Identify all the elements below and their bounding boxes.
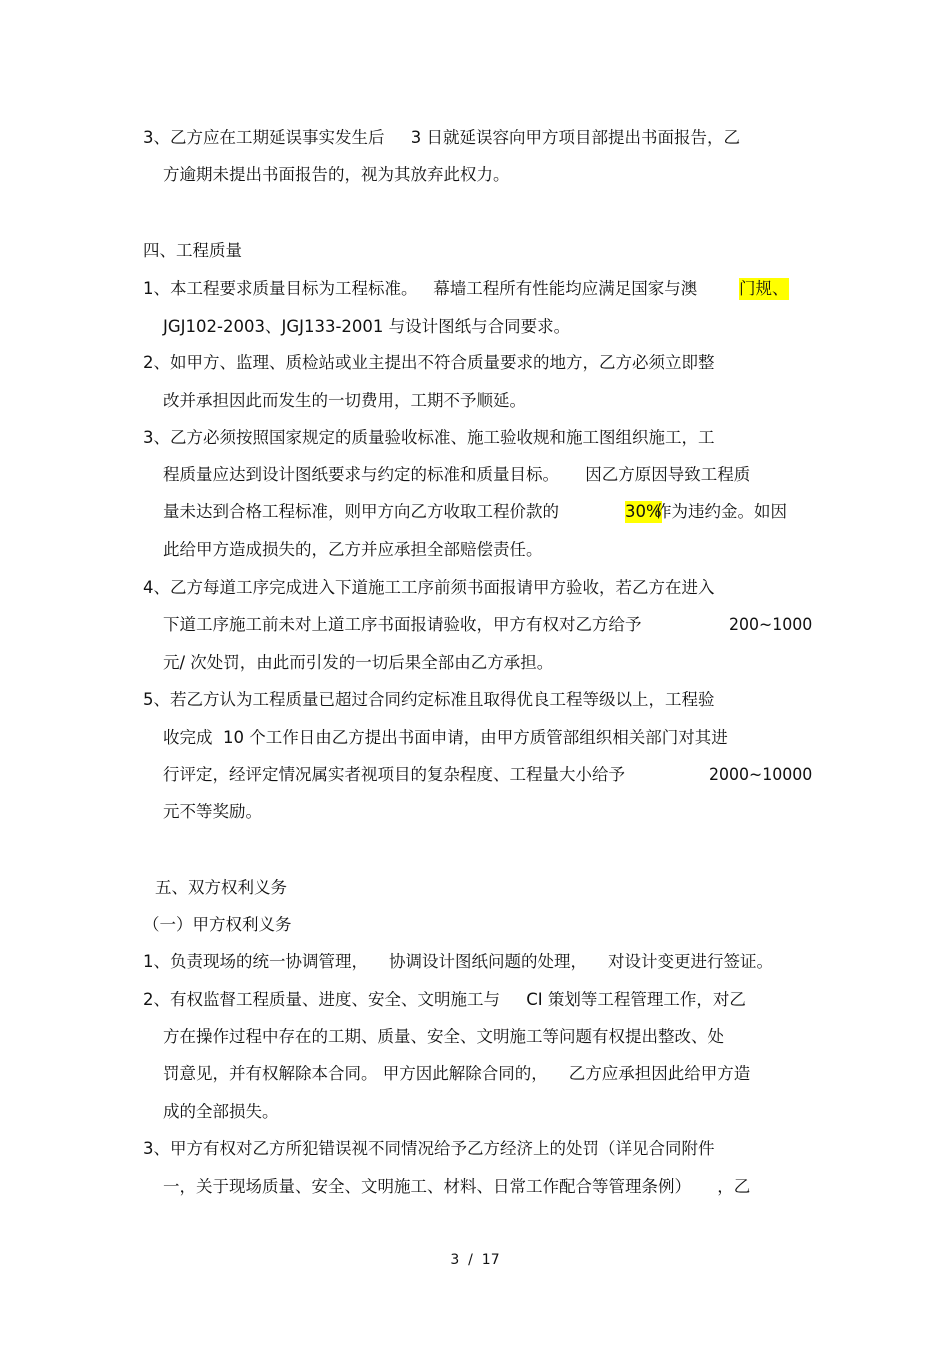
party-a-clause-2-line-1: 2、有权监督工程质量、进度、安全、文明施工与 CI 策划等工程管理工作，对乙 <box>143 990 746 1009</box>
quality-clause-2-line-2: 改并承担因此而发生的一切费用，工期不予顺延。 <box>163 391 526 410</box>
quality-clause-1-line-2: JGJ102-2003、JGJ133-2001 与设计图纸与合同要求。 <box>163 317 571 336</box>
quality-clause-4-line-1: 4、乙方每道工序完成进入下道施工工序前须书面报请甲方验收，若乙方在进入 <box>143 578 715 597</box>
subsection-heading-party-a: （一）甲方权利义务 <box>143 915 292 934</box>
quality-clause-1-line-1: 1、本工程要求质量目标为工程标准。 幕墙工程所有性能均应满足国家与澳 <box>143 279 698 298</box>
quality-clause-3-line-4: 此给甲方造成损失的，乙方并应承担全部赔偿责任。 <box>163 540 543 559</box>
highlighted-percent: 30% <box>625 502 662 521</box>
reward-range: 2000~10000 <box>709 765 813 784</box>
section-heading-quality: 四、工程质量 <box>143 241 242 260</box>
quality-clause-3-line-2: 程质量应达到设计图纸要求与约定的标准和质量目标。 因乙方原因导致工程质 <box>163 465 751 484</box>
quality-clause-3-line-1: 3、乙方必须按照国家规定的质量验收标准、施工验收规和施工图组织施工，工 <box>143 428 715 447</box>
quality-clause-4-line-3: 元/ 次处罚，由此而引发的一切后果全部由乙方承担。 <box>163 653 554 672</box>
party-a-clause-3-line-1: 3、甲方有权对乙方所犯错误视不同情况给予乙方经济上的处罚（详见合同附件 <box>143 1139 715 1158</box>
quality-clause-3-line-3: 量未达到合格工程标准，则甲方向乙方收取工程价款的 <box>163 502 559 521</box>
party-a-clause-1: 1、负责现场的统一协调管理， 协调设计图纸问题的处理， 对设计变更进行签证。 <box>143 952 773 971</box>
party-a-clause-2-line-3: 罚意见，并有权解除本合同。 甲方因此解除合同的， 乙方应承担因此给甲方造 <box>163 1064 751 1083</box>
party-a-clause-3-line-2: 一，关于现场质量、安全、文明施工、材料、日常工作配合等管理条例） ，乙 <box>163 1177 751 1196</box>
penalty-range: 200~1000 <box>729 615 813 634</box>
page-number: 3 / 17 <box>450 1252 500 1268</box>
quality-clause-5-line-4: 元不等奖励。 <box>163 802 262 821</box>
clause-3-line-1: 3、乙方应在工期延误事实发生后 3 日就延误容向甲方项目部提出书面报告，乙 <box>143 128 740 147</box>
quality-clause-2-line-1: 2、如甲方、监理、质检站或业主提出不符合质量要求的地方，乙方必须立即整 <box>143 353 715 372</box>
quality-clause-5-line-1: 5、若乙方认为工程质量已超过合同约定标准且取得优良工程等级以上，工程验 <box>143 690 715 709</box>
quality-clause-5-line-3: 行评定，经评定情况属实者视项目的复杂程度、工程量大小给予 <box>163 765 625 784</box>
clause-3-line-2: 方逾期未提出书面报告的，视为其放弃此权力。 <box>163 165 510 184</box>
quality-clause-5-line-2: 收完成 10 个工作日由乙方提出书面申请，由甲方质管部组织相关部门对其进 <box>163 728 728 747</box>
quality-clause-3-line-3-end: 作为违约金。如因 <box>655 502 787 521</box>
highlighted-text: 门规、 <box>739 279 789 298</box>
party-a-clause-2-line-4: 成的全部损失。 <box>163 1102 279 1121</box>
section-heading-rights: 五、双方权利义务 <box>155 878 287 897</box>
quality-clause-4-line-2: 下道工序施工前未对上道工序书面报请验收，甲方有权对乙方给予 <box>163 615 642 634</box>
party-a-clause-2-line-2: 方在操作过程中存在的工期、质量、安全、文明施工等问题有权提出整改、处 <box>163 1027 724 1046</box>
